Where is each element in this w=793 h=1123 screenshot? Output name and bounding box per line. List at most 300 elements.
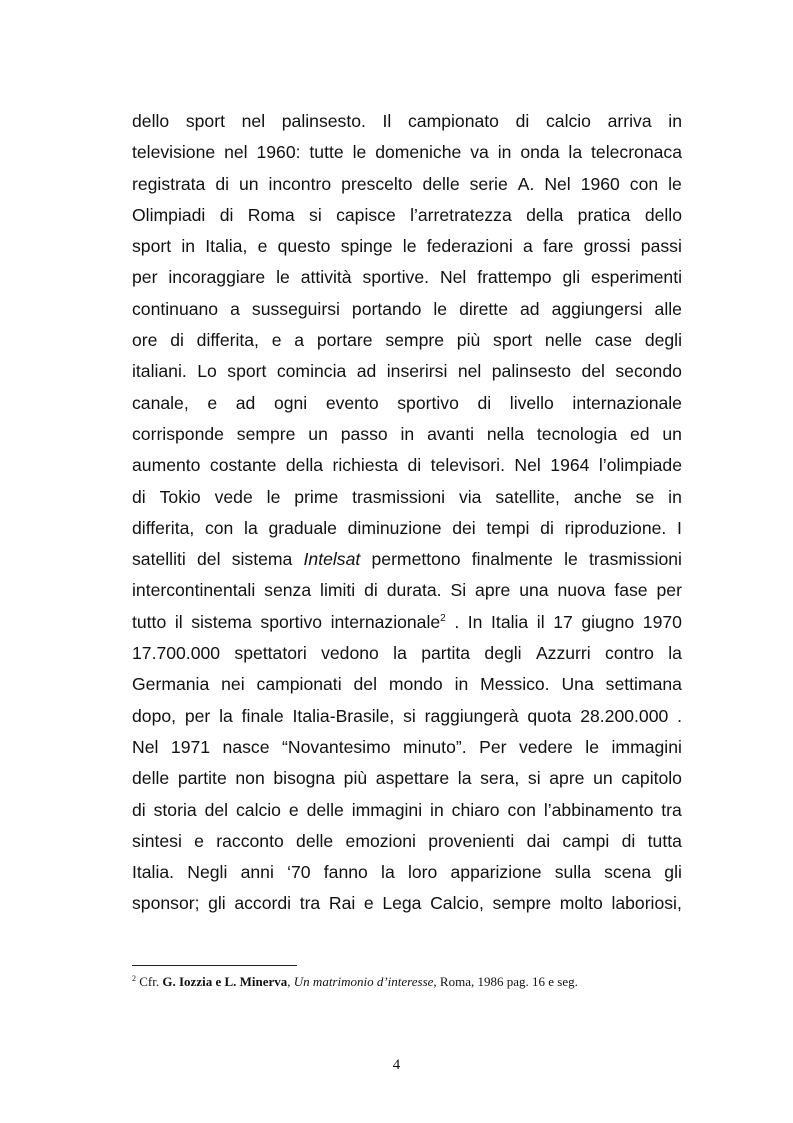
text-segment: e [271,330,282,351]
word [277,356,346,387]
word [331,607,446,638]
text-segment: della [526,204,564,225]
text-segment: e [194,830,204,851]
text-segment: finale [241,705,284,726]
word [132,826,182,857]
word [252,294,340,325]
word [389,669,443,700]
text-segment: evento [325,392,379,413]
text-segment: la [244,517,258,538]
text-segment: la [381,862,395,883]
word [458,356,481,387]
text-segment: immagini [351,799,423,820]
text-segment: anni [240,862,274,883]
word [132,575,255,606]
word [264,575,311,606]
word [381,857,395,888]
text-segment: portando [351,298,422,319]
word [273,763,335,794]
text-segment: arriva [607,111,652,131]
text-segment: del [353,674,377,695]
text-segment: l’arretratezza [410,204,512,225]
word [661,795,682,826]
text-segment: anche [573,486,622,507]
text-segment: “Novantesimo [282,736,391,757]
word [574,482,622,513]
text-segment: sistema [231,549,293,570]
text-line [132,419,682,450]
text-segment: 1971 [170,736,211,757]
text-segment: si [403,705,416,726]
text-segment: più [343,768,368,789]
text-segment: in [400,423,415,444]
word [376,763,449,794]
word [352,482,445,513]
word [274,388,307,419]
word [641,231,682,262]
text-segment: 28.200.000 [580,705,669,726]
word [677,513,682,544]
text-segment: continuano [132,298,219,319]
word [612,732,682,763]
word [470,137,489,168]
italic-term: Intelsat [303,549,361,570]
word [205,795,228,826]
word [329,888,355,919]
text-line [132,200,682,231]
text-line [132,106,682,137]
word [223,732,270,763]
text-segment: nasce [222,736,270,757]
text-segment: . [677,705,682,726]
text-segment: mondo [388,674,443,695]
text-line [132,888,682,919]
word [132,106,169,137]
text-segment: sempre [236,423,296,444]
text-segment: dopo, [132,705,177,726]
text-segment: inserirsi [386,361,448,382]
word [648,826,682,857]
text-segment: in [181,236,196,257]
text-segment: domeniche [375,142,462,163]
word [520,137,559,168]
word [408,857,437,888]
word [353,137,367,168]
word [341,231,393,262]
text-segment: emozioni [345,830,416,851]
word [487,419,524,450]
text-segment: televisori. [430,455,505,476]
word [301,262,352,293]
word [132,231,171,262]
body-paragraph [132,106,682,920]
text-segment: giugno [581,611,635,632]
word [346,826,416,857]
text-segment: passi [640,236,682,257]
text-line [132,388,682,419]
footnote-title: Un matrimonio d’interesse [293,974,434,989]
word [242,106,265,137]
text-line [132,544,682,575]
word [132,544,186,575]
text-segment: in [668,111,682,131]
word [492,356,571,387]
word [645,200,682,231]
text-segment: Roma [247,204,295,225]
text-line [132,701,682,732]
text-segment: Nel [514,455,541,476]
word [516,106,530,137]
word [132,200,205,231]
word [300,888,321,919]
text-segment: dai [526,830,551,851]
word [422,169,459,200]
text-segment: 1964 [550,455,590,476]
word [326,388,379,419]
text-segment: vede [214,486,253,507]
word [132,325,157,356]
text-segment: immagini [611,736,682,757]
word [178,763,227,794]
text-segment: va [470,142,489,163]
word [294,482,338,513]
text-segment: pratica [577,204,631,225]
text-segment: Italia-Brasile, [292,705,395,726]
text-segment: susseguirsi [251,298,340,319]
word [523,231,533,262]
text-segment: un [308,423,328,444]
text-segment: Nel [132,736,159,757]
text-segment: le [585,736,599,757]
text-line [132,857,682,888]
text-segment: sistema [191,611,252,632]
word [208,888,226,919]
text-segment: se [635,486,655,507]
text-segment: dello [644,204,682,225]
word [344,763,367,794]
word [216,826,283,857]
word [477,388,491,419]
word [236,795,281,826]
text-segment: tecnologia [536,423,618,444]
text-segment: le [564,549,578,570]
text-segment: apre [549,768,585,789]
text-segment: per [184,705,211,726]
text-segment: tra [661,799,682,820]
text-segment: le [266,486,281,507]
text-segment: la [568,142,583,163]
word [645,325,682,356]
word [544,795,654,826]
word [486,513,529,544]
word [132,701,176,732]
word [543,231,573,262]
text-segment: racconto [216,830,284,851]
text-segment: diminuzione [347,517,442,538]
word [364,888,374,919]
text-segment: loro [407,862,438,883]
text-segment: dello [132,111,170,131]
text-segment: comincia [276,361,347,382]
word [220,200,234,231]
text-segment: Tokio [159,486,201,507]
word [564,544,578,575]
word [258,231,268,262]
word [563,262,581,293]
word [132,732,158,763]
word [427,419,474,450]
text-segment: le [433,298,448,319]
text-segment: tra [299,893,321,914]
text-segment: quota [527,705,572,726]
word [132,607,166,638]
word [677,701,682,732]
text-segment: fanno [323,862,368,883]
text-segment: gli [664,862,682,883]
footnote-reference[interactable]: 2 [440,612,446,624]
text-segment: la [668,643,682,664]
text-segment: canale, [132,392,189,413]
word [565,513,667,544]
page-number: 4 [392,1057,401,1073]
word [560,888,603,919]
text-segment: il [174,611,183,632]
word [241,857,274,888]
text-segment: calcio [545,111,591,131]
word [132,356,187,387]
text-segment: dirette [459,298,508,319]
text-segment: intercontinentali [132,580,256,601]
text-segment: serie [469,173,508,194]
text-segment: scena [604,862,652,883]
word [498,137,512,168]
word [599,450,682,481]
word [132,169,205,200]
word [668,169,682,200]
word [591,262,682,293]
text-segment: differita, [132,517,195,538]
text-segment: alle [654,298,682,319]
word [514,450,540,481]
text-segment: ed [629,423,650,444]
word [352,294,421,325]
word [132,294,218,325]
word [527,701,571,732]
text-segment: palinsesto [491,361,571,382]
word [268,513,336,544]
text-segment: 1960: [256,142,301,163]
text-segment: fare [543,236,574,257]
word [555,857,591,888]
word [480,763,519,794]
text-segment: sportivo [260,611,323,632]
word [581,607,634,638]
word [191,607,252,638]
text-segment: un [238,173,259,194]
text-segment: di [407,455,422,476]
word [352,795,422,826]
word [549,763,584,794]
footnote-number: 2 [132,974,136,983]
word [186,106,225,137]
text-segment: aspettare [375,768,450,789]
word [197,325,259,356]
text-segment: Germania [132,674,210,695]
word [664,857,682,888]
word [491,607,528,638]
word [132,513,194,544]
word [289,795,299,826]
text-segment: con [629,173,659,194]
text-segment: attività [300,267,352,288]
text-segment: questo [277,236,331,257]
text-segment: sportive. [362,267,430,288]
word [593,763,613,794]
text-segment: provenienti [428,830,515,851]
text-segment: nel [241,111,266,131]
word [655,294,682,325]
text-segment: riproduzione. [564,517,667,538]
text-segment: campi [562,830,610,851]
word [307,795,344,826]
text-segment: sport [493,330,533,351]
word [526,200,563,231]
word [585,732,599,763]
text-segment: In [467,611,483,632]
word [552,294,643,325]
text-segment: capitolo [621,768,682,789]
word [540,513,554,544]
text-segment: nelle [544,330,583,351]
text-segment: campionati [256,674,342,695]
word [606,669,682,700]
word [197,356,217,387]
word [132,669,209,700]
word [468,607,483,638]
word [309,137,343,168]
word [545,325,582,356]
text-line [132,826,682,857]
text-segment: trasmissioni [589,549,682,570]
text-segment: A. [517,173,535,194]
text-segment: prime [294,486,339,507]
word [235,763,264,794]
text-segment: incontro [268,173,332,194]
word [589,544,682,575]
text-segment: Nel [544,173,571,194]
text-segment: di [364,580,378,601]
text-segment: e [257,236,268,257]
word [430,795,444,826]
word [401,419,415,450]
word [372,544,461,575]
text-segment: sport [227,361,267,382]
text-line [132,763,682,794]
text-segment: contro [605,643,654,664]
word [317,325,373,356]
word [341,169,412,200]
word [562,826,609,857]
text-segment: la [219,705,233,726]
text-segment: minuto”. [403,736,467,757]
word [428,826,514,857]
text-segment: e [207,392,218,413]
word [605,638,654,669]
text-segment: non [235,768,265,789]
text-line [132,169,682,200]
text-segment: 1960 [580,173,620,194]
text-segment: le [402,236,417,257]
word [495,482,560,513]
word [224,137,247,168]
word [354,669,377,700]
word [219,701,233,732]
text-segment: capisce [336,204,396,225]
word [452,795,500,826]
word [286,450,323,481]
text-segment: la [393,643,407,664]
text-segment: graduale [268,517,337,538]
text-segment: costante [209,455,277,476]
word [493,325,532,356]
text-segment: ore [132,330,158,351]
text-segment: prescelto [341,173,413,194]
word [237,419,296,450]
text-segment: frattempo [477,267,552,288]
text-segment: delle [132,768,170,789]
word [304,544,361,575]
word [611,888,681,919]
word [210,450,277,481]
text-segment: si [309,204,322,225]
text-line [132,262,682,293]
word [236,388,256,419]
word [132,857,174,888]
word [477,262,551,293]
text-segment: federazioni [426,236,513,257]
text-segment: in [430,799,444,820]
text-segment: vedono [321,643,379,664]
word [320,575,355,606]
word [132,419,224,450]
word [256,137,300,168]
text-segment: sportivo [397,392,459,413]
text-segment: delle [306,799,344,820]
text-segment: finalmente [471,549,553,570]
word [403,732,467,763]
text-line [132,137,682,168]
word [458,763,472,794]
text-segment: a [230,298,240,319]
word [408,106,499,137]
text-segment: di [515,111,530,131]
word [457,325,480,356]
word [479,732,506,763]
text-segment: sport [132,236,172,257]
text-segment: sponsor; [132,893,200,914]
word [580,701,668,732]
word [287,857,310,888]
text-segment: gli [208,893,226,914]
text-segment: senza [264,580,312,601]
word [410,200,512,231]
text-segment: I [676,517,682,538]
word [293,701,395,732]
word [132,638,220,669]
text-segment: nei [221,674,245,695]
text-line [132,795,682,826]
word [475,575,510,606]
